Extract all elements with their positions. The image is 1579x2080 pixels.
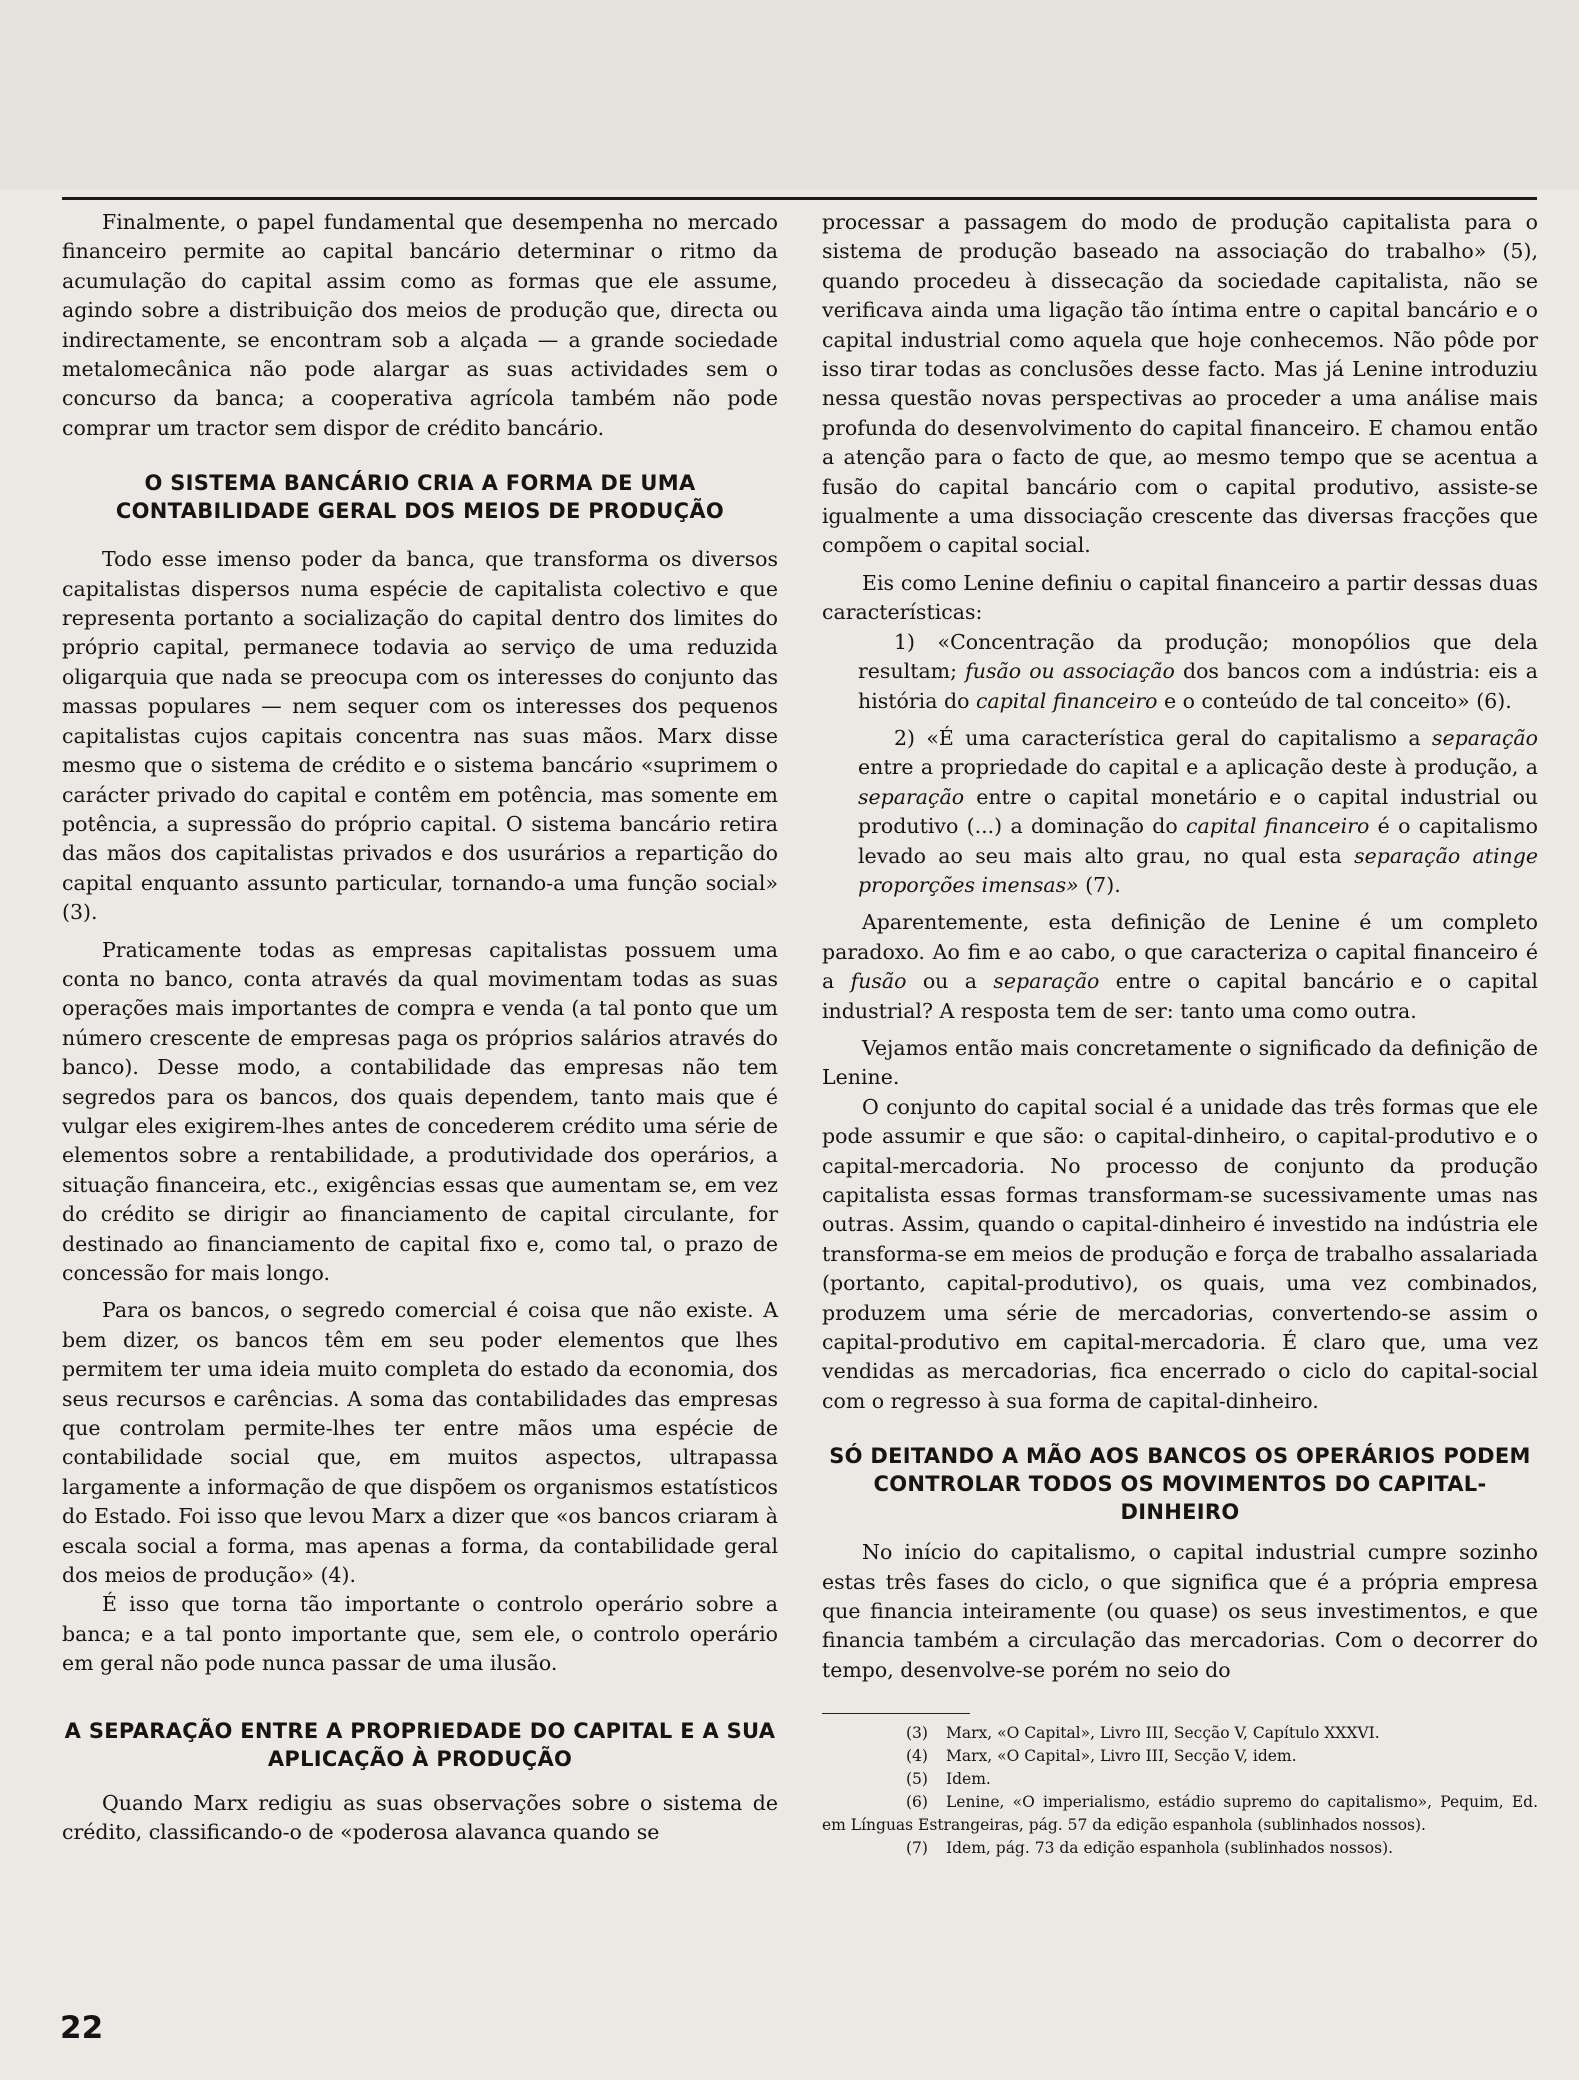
quote-text: e o conteúdo de tal conceito» [1157,688,1477,713]
page-number: 22 [60,2010,104,2046]
emphasis: separação [858,784,965,809]
paragraph-text: ou a [906,969,994,994]
footnotes [822,1722,1538,1860]
paragraph-text: Aparentemente, esta definição de Lenine é um completo paradoxo. Ao fim e ao cabo, o que caracteriza o capital financeiro é a [822,910,1538,994]
footnote-ref: (5) [1502,239,1532,264]
paragraph [822,208,1538,561]
top-rule [62,197,1537,200]
left-column [62,208,778,1848]
footnote-mark: (6) [906,1793,928,1812]
footnote-ref: (3). [62,900,98,925]
right-column [822,208,1538,1860]
quote-text: é o capitalismo levado ao seu mais alto grau, no qual esta [858,814,1538,868]
footnote-text: Idem, pág. 73 da edição espanhola (sublinhados nossos). [946,1839,1394,1858]
footnote-mark: (4) [906,1747,928,1766]
footnote-text: Idem. [946,1770,991,1789]
paragraph: Vejamos então mais concretamente o significado da definição de Lenine. [822,1035,1538,1090]
footnote-mark: (7) [906,1839,928,1858]
footnote-ref: (7). [1078,872,1121,897]
paragraph [62,545,778,927]
footnote-rule [822,1713,970,1714]
paragraph-text: Para os bancos, o segredo comercial é coisa que não existe. A bem dizer, os bancos têm em seu poder elementos que lhes permitem ter uma ideia muito completa do estado da economia, dos seus recursos e carências. A soma das contabilidades das empresas que controlam permite-lhes ter entre mãos uma espécie de contabilidade social que, em muitos aspectos, ultrapassa largamente a informação de que dispõem os organismos estatísticos do Estado. Foi isso que levou Marx a dizer que «os bancos criaram à escala social a forma, mas apenas a forma, da contabilidade geral dos meios de produção» [62,1298,778,1588]
paragraph: Eis como Lenine definiu o capital financeiro a partir dessas duas características: [822,570,1538,625]
paragraph [822,908,1538,1026]
footnote [822,1722,1538,1745]
footnote-text: Marx, «O Capital», Livro III, Secção V, Capítulo XXXVI. [946,1724,1380,1743]
emphasis: separação [993,969,1100,994]
paragraph [62,1296,778,1590]
emphasis: fusão ou associação [965,659,1175,684]
footnote-mark: (3) [906,1724,928,1743]
emphasis: fusão [850,969,907,994]
quote-1 [858,628,1538,716]
emphasis: separação atinge proporções imensas» [858,843,1538,897]
emphasis: capital financeiro [975,688,1158,713]
footnote [822,1768,1538,1791]
footnote-text: Lenine, «O imperialismo, estádio supremo do capitalismo», Pequim, Ed. em Línguas Estrangeiras, pág. 57 da edição espanhola (sublinhados nossos). [822,1793,1538,1835]
paragraph: No início do capitalismo, o capital industrial cumpre sozinho estas três fases do ciclo, o que significa que é a própria empresa que financia inteiramente (ou quase) os seus investimentos, e que financia também a circulação das mercadorias. Com o decorrer do tempo, desenvolve-se porém no seio do [822,1540,1538,1682]
paragraph: É isso que torna tão importante o controlo operário sobre a banca; e a tal ponto importante que, sem ele, o controlo operário em geral não pode nunca passar de uma ilusão. [62,1592,778,1676]
emphasis: separação [1431,725,1538,750]
paragraph: O conjunto do capital social é a unidade das três formas que ele pode assumir e que são: o capital-dinheiro, o capital-produtivo e o capital-mercadoria. No processo de conjunto da produção capitalista essas formas transformam-se sucessivamente umas nas outras. Assim, quando o capital-dinheiro é investido na indústria ele transforma-se em meios de produção e força de trabalho assalariada (portanto, capital-produtivo), os quais, uma vez combinados, produzem uma série de mercadorias, convertendo-se assim o capital-produtivo em capital-mercadoria. É claro que, uma vez vendidas as mercadorias, fica encerrado o ciclo do capital-social com o regresso à sua forma de capital-dinheiro. [822,1094,1538,1413]
footnote-ref: (4). [320,1563,357,1588]
show-through-previous-page [0,0,1579,190]
footnote-text: Marx, «O Capital», Livro III, Secção V, idem. [946,1747,1297,1766]
footnote [822,1745,1538,1768]
footnote [822,1791,1538,1837]
section-heading: A SEPARAÇÃO ENTRE A PROPRIEDADE DO CAPITAL E A SUA APLICAÇÃO À PRODUÇÃO [64,1718,776,1771]
section-heading: SÓ DEITANDO A MÃO AOS BANCOS OS OPERÁRIOS PODEM CONTROLAR TODOS OS MOVIMENTOS DO CAPITAL-DINHEIRO [829,1444,1531,1525]
quote-text: entre a propriedade do capital e a aplicação deste à produção, a [858,755,1538,780]
paragraph: Praticamente todas as empresas capitalistas possuem uma conta no banco, conta através da qual movimentam todas as suas operações mais importantes de compra e venda (a tal ponto que um número crescente de empresas paga os próprios salários através do banco). Desse modo, a contabilidade das empresas não tem segredos para os bancos, dos quais dependem, tanto mais que é vulgar eles exigirem-lhes antes de concederem crédito uma série de elementos sobre a rentabilidade, a produtividade dos operários, a situação financeira, etc., exigências essas que aumentam se, em vez do crédito se dirigir ao financiamento de capital circulante, for destinado ao financiamento de capital fixo e, como tal, o prazo de concessão for mais longo. [62,937,778,1285]
paragraph-text: entre o capital bancário e o capital industrial? A resposta tem de ser: tanto uma como outra. [822,969,1538,1023]
emphasis: capital financeiro [1186,814,1370,839]
section-heading: O SISTEMA BANCÁRIO CRIA A FORMA DE UMA CONTABILIDADE GERAL DOS MEIOS DE PRODUÇÃO [115,471,725,524]
footnote-mark: (5) [906,1770,928,1789]
quote-text: entre o capital monetário e o capital industrial ou produtivo (...) a dominação do [858,784,1538,839]
footnote-ref: (6). [1476,688,1512,713]
paragraph-text: , quando procedeu à dissecação da sociedade capitalista, não se verificava ainda uma ligação tão íntima entre o capital bancário e o capital industrial como aquela que hoje conhecemos. Não pôde por isso tirar todas as conclusões desse facto. Mas já Lenine introduziu nessa questão novas perspectivas ao proceder a uma análise mais profunda do desenvolvimento do capital financeiro. E chamou então a atenção para o facto de que, ao mesmo tempo que se acentua a fusão do capital bancário com o capital produtivo, assiste-se igualmente a uma dissociação crescente das diversas fracções que compõem o capital social. [822,239,1538,558]
quote-2 [858,724,1538,900]
quote-text: 1) «Concentração da produção; monopólios que dela resultam; [858,629,1538,684]
quote-text: 2) «É uma característica geral do capitalismo a [894,725,1432,750]
paragraph: Finalmente, o papel fundamental que desempenha no mercado financeiro permite ao capital bancário determinar o ritmo da acumulação do capital assim como as formas que ele assume, agindo sobre a distribuição dos meios de produção que, directa ou indirectamente, se encontram sob a alçada — a grande sociedade metalomecânica não pode alargar as suas actividades sem o concurso da banca; a cooperativa agrícola também não pode comprar um tractor sem dispor de crédito bancário. [62,210,778,440]
quote-text: dos bancos com a indústria: eis a história do [858,659,1538,713]
paragraph: Quando Marx redigiu as suas observações sobre o sistema de crédito, classificando-o de «poderosa alavanca quando se [62,1790,778,1845]
paragraph-text: Todo esse imenso poder da banca, que transforma os diversos capitalistas dispersos numa espécie de capitalista colectivo e que representa portanto a socialização do capital dentro dos limites do próprio capital, permanece todavia ao serviço de uma reduzida oligarquia que nada se preocupa com os interesses do conjunto das massas populares — nem sequer com os interesses dos pequenos capitalistas cujos capitais concentra nas suas mãos. Marx disse mesmo que o sistema de crédito e o sistema bancário «suprimem o carácter privado do capital e contêm em potência, mas somente em potência, a supressão do próprio capital. O sistema bancário retira das mãos dos capitalistas privados e dos usurários a repartição do capital enquanto assunto particular, tornando-a uma função social» [62,547,778,895]
footnote [822,1837,1538,1860]
paragraph-text: processar a passagem do modo de produção capitalista para o sistema de produção baseado na associação do trabalho» [822,210,1538,264]
